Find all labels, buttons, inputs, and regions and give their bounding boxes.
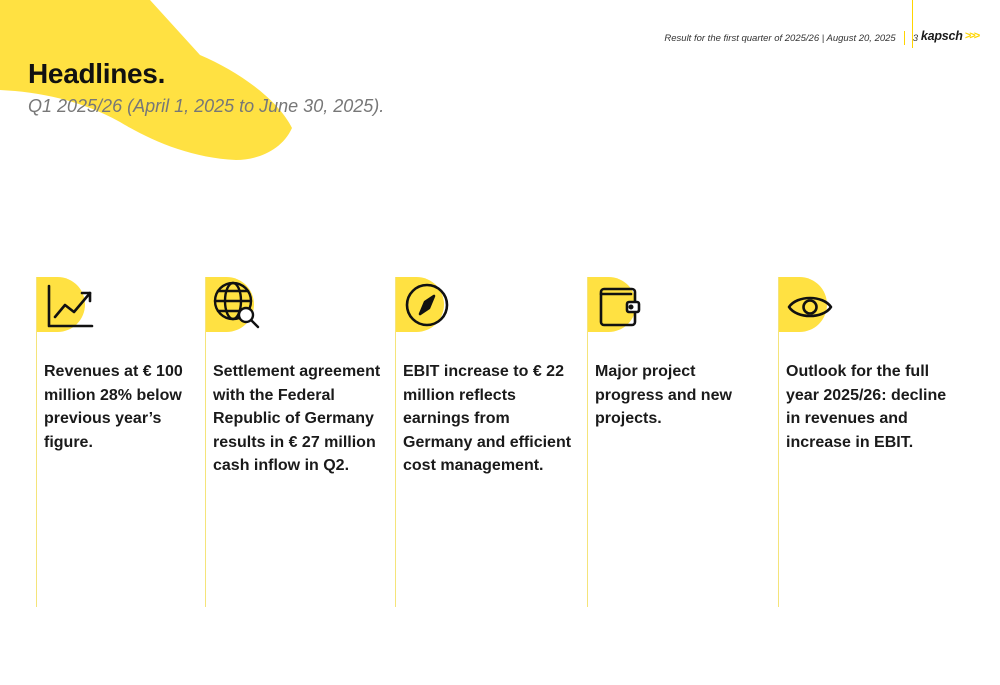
kapsch-logo [921,29,978,43]
report-meta-text: Result for the first quarter of 2025/26 | August 20, 2025 [664,32,896,44]
page-title: Headlines. [28,58,166,89]
line-chart-icon [42,279,94,331]
headline-column-settlement [205,277,385,607]
header-vertical-rule [912,0,913,48]
globe-search-icon [211,279,263,331]
headline-column-outlook [778,277,958,607]
logo-arrows: >>> [964,30,978,42]
headline-column-revenues [36,277,216,607]
headline-text: Revenues at € 100 million 28% below previous year’s figure. [44,363,183,451]
headline-text: Outlook for the full year 2025/26: decline in revenues and increase in EBIT. [786,363,947,451]
headline-text: Settlement agreement with the Federal Republic of Germany results in € 27 million cash inflow in Q2. [213,363,381,474]
headline-text: EBIT increase to € 22 million reflects earnings from Germany and efficient cost management. [403,363,572,474]
compass-icon [401,279,453,331]
page-number: 3 [912,32,918,44]
logo-wordmark: kapsch [920,29,963,43]
header-divider [904,31,905,45]
wallet-icon [593,279,645,331]
eye-icon [784,279,836,331]
page-subtitle: Q1 2025/26 (April 1, 2025 to June 30, 2025). [28,96,385,116]
header-meta [664,31,918,45]
headline-column-ebit [395,277,575,607]
headline-text: Major project progress and new projects. [595,363,732,427]
headline-column-projects [587,277,767,607]
